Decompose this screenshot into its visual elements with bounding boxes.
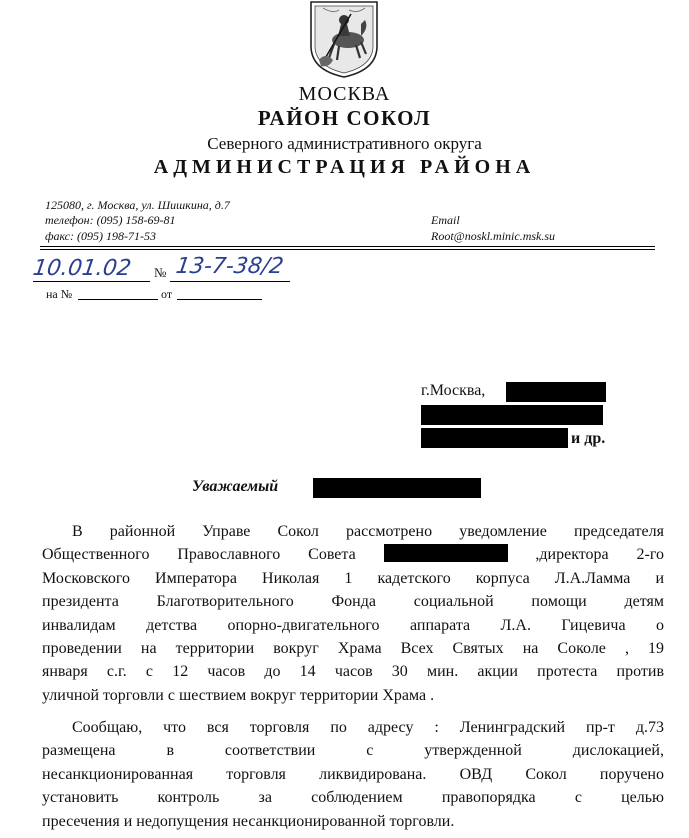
city-heading: МОСКВА: [298, 83, 391, 105]
recipient-etc: и др.: [571, 430, 606, 447]
redaction-block: [506, 382, 606, 402]
redaction-block: [421, 405, 603, 425]
moscow-coat-of-arms-icon: [303, 0, 385, 78]
text-line: уличной торговли с шествием вокруг территории Храма .: [42, 686, 435, 704]
text-line: пресечения и недопущения несанкционированной торговли.: [42, 812, 455, 830]
text-line: президента Благотворительного Фонда социальной помощи детям: [42, 593, 664, 611]
redaction-block: [421, 428, 568, 448]
greeting: Уважаемый: [192, 478, 279, 495]
text-line: размещена в соответствии с утвержденной дислокацией,: [42, 742, 664, 760]
body-paragraph-2: [42, 716, 664, 833]
email-label: Email: [431, 213, 460, 227]
from-label: от: [161, 287, 173, 301]
reply-number-line: [78, 299, 158, 300]
reply-date-line: [177, 299, 262, 300]
handwritten-reg-number: 13-7-38/2: [174, 254, 286, 279]
body-paragraph-1: [42, 520, 664, 707]
handwritten-date: 10.01.02: [31, 256, 133, 281]
header-rule-top: [40, 246, 655, 247]
administration-heading: АДМИНИСТРАЦИЯ РАЙОНА: [153, 156, 536, 178]
phone-number: телефон: (095) 158-69-81: [45, 213, 176, 227]
text-line: января с.г. с 12 часов до 14 часов 30 мин. акции протеста против: [42, 663, 664, 681]
district-heading: РАЙОН СОКОЛ: [257, 106, 432, 130]
text-line: несанкционированная торговля ликвидирована. ОВД Сокол поручено: [42, 765, 664, 783]
text-line: В районной Управе Сокол рассмотрено уведомление председателя: [72, 523, 664, 540]
text-line: инвалидам детства опорно-двигательного аппарата Л.А. Гицевича о: [42, 616, 664, 634]
number-line: [170, 281, 290, 282]
okrug-heading: Северного административного округа: [207, 134, 482, 153]
number-sign: №: [154, 265, 167, 280]
reply-to-label: на №: [46, 287, 73, 301]
text-line: проведении на территории вокруг Храма Всех Святых на Соколе , 19: [42, 640, 664, 658]
text-line: Общественного Православного Совета ,директора 2-го: [42, 546, 664, 564]
header-rule-bottom: [40, 249, 655, 250]
fax-number: факс: (095) 198-71-53: [45, 229, 156, 243]
postal-address: 125080, г. Москва, ул. Шишкина, д.7: [45, 198, 230, 212]
text-line: установить контроль за соблюдением правопорядка с целью: [42, 789, 664, 807]
redaction-block: [384, 544, 508, 562]
text-line: Сообщаю, что вся торговля по адресу : Ленинградский пр-т д.73: [72, 719, 664, 736]
email-address: Root@noskl.minic.msk.su: [431, 229, 556, 243]
redaction-block: [313, 478, 481, 498]
recipient-city: г.Москва,: [421, 382, 486, 399]
text-line: Московского Императора Николая 1 кадетского корпуса Л.А.Ламма и: [42, 569, 664, 587]
date-line: [33, 281, 150, 282]
